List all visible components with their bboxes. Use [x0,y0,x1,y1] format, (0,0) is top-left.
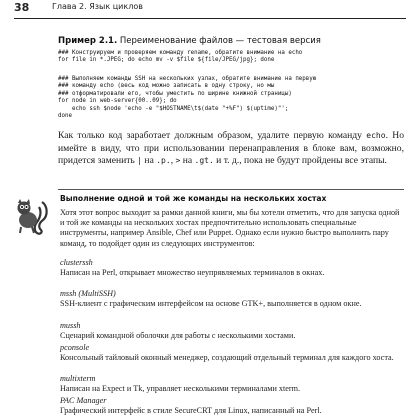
tool-name: multixterm [60,374,96,383]
tool-description: Сценарий командной оболочки для работы с несколькими хостами. [60,331,296,341]
example-caption [58,36,321,46]
page-number: 38 [14,1,30,14]
code-block-ssh: ### Выполняем команды SSH на нескольких узлах, обратите внимание на первую ### команду echo (весь код можно записать в одну строку, но мы ### отформатировали его, чтобы уместить по ширине книжной страницы) for node in web-server{00..09}; do echo ssh $node 'echo -e "$HOSTNAME\t$(date "+%F") $(uptime)"'; done [58,76,317,120]
example-title: Переименование файлов — тестовая версия [119,36,321,46]
tool-item [60,374,402,394]
note-top-rule [58,189,404,190]
code-block-rename: ### Конструируем и проверяем команду rename, обратите внимание на echo for file in *.JPEG; do echo mv -v $file ${file/JPEG/jpg}; done [58,50,303,64]
tool-description: Написан на Expect и Tk, управляет несколькими терминалами xterm. [60,384,301,394]
tool-description: Написан на Perl, открывает множество неупрявляемых терминалов в окнах. [60,268,325,278]
example-label: Пример 2.1. [58,36,118,46]
tool-description: Графический интерфейс в стиле SecureCRT для Linux, написанный на Perl. [60,406,322,416]
tool-name: mussh [60,321,81,330]
tool-description: Консольный тайловый оконный менеджер, создающий отдельный терминал для каждого хоста. [60,353,394,363]
tool-name: clusterssh [60,258,93,267]
tool-name: mssh (MultiSSH) [60,289,116,298]
tool-item [60,289,402,309]
tool-name: PAC Manager [60,396,107,405]
note-title: Выполнение одной и той же команды на нескольких хостах [60,194,327,203]
chapter-title: Глава 2. Язык циклов [52,2,143,11]
page-header [14,0,406,19]
note-intro: Хотя этот вопрос выходит за рамки данной книги, мы бы хотели отметить, что для запуска одной и той же команды на нескольких хостах предпочтительно использовать специальные инструменты, например Ansible, Chef или Puppet. Однако если нужно быстро выполнить пару команд, то подойдет один из следующих инструментов: [60,208,400,248]
lemur-icon [12,196,50,236]
tool-item [60,258,402,278]
tool-item [60,321,402,341]
body-paragraph: Как только код заработает должным образом, удалите первую команду echo. Но имейте в виду, что при использовании перенаправления в блоке вам, возможно, придется заменить | на .p., > на .gt. и т. д., пока не будут пройдены все этапы. [58,130,404,167]
tool-item [60,343,402,363]
tool-description: SSH-клиент с графическим интерфейсом на основе GTK+, выполняется в одном окне. [60,299,362,309]
tool-item [60,396,402,416]
tool-name: pconsole [60,343,90,352]
